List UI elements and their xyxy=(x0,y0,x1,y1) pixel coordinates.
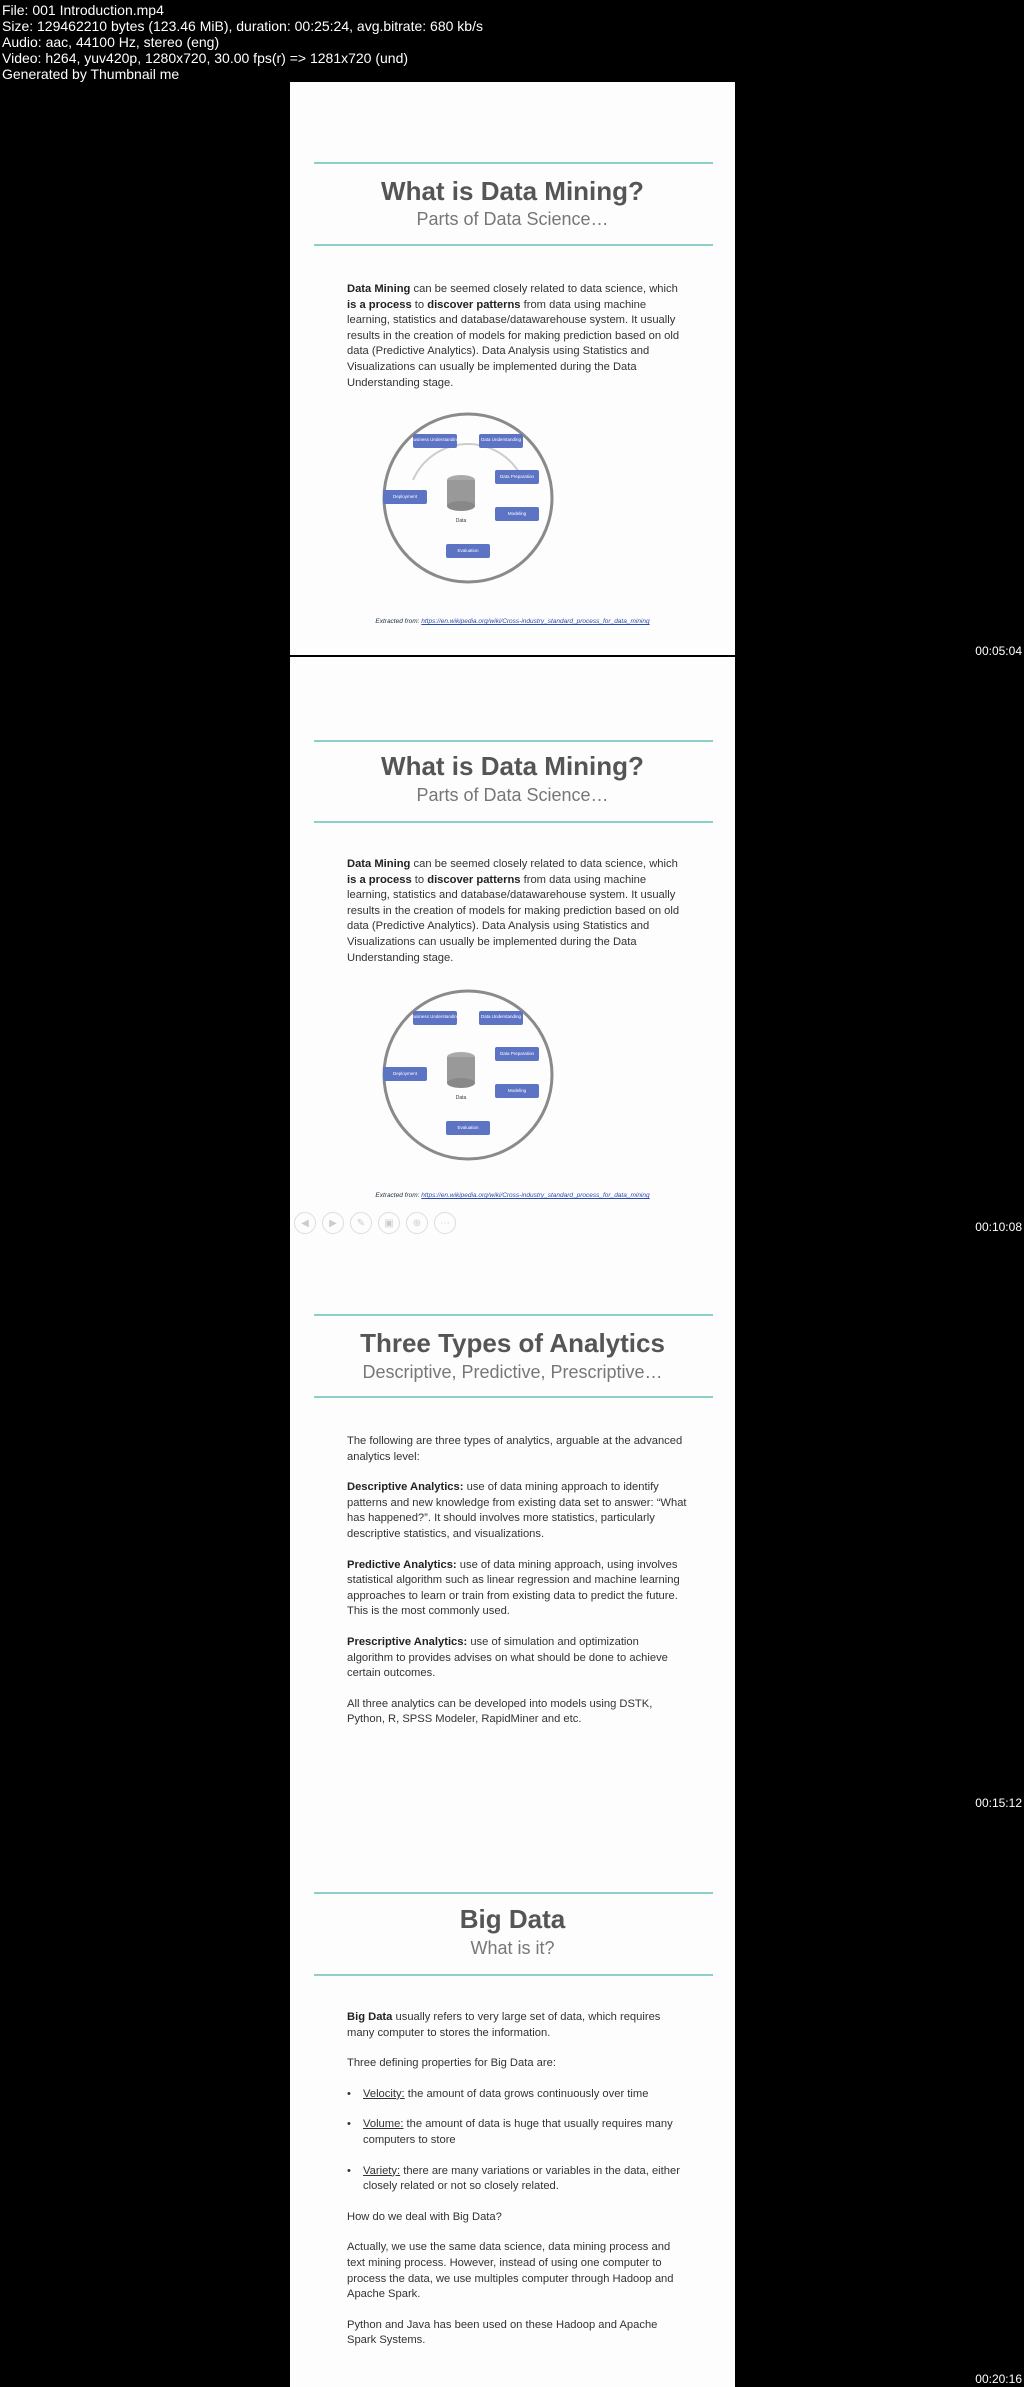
body-text: use of simulation and optimization algorithm to provides advises on what should be done to achieve certain outcomes. xyxy=(347,1635,668,1680)
file-info-line: Generated by Thumbnail me xyxy=(2,66,180,82)
body-text: Three defining properties for Big Data are: xyxy=(347,2057,556,2070)
slide-title: Big Data xyxy=(459,1904,566,1934)
slide-body xyxy=(347,1434,687,1743)
bold-term: Big Data xyxy=(347,2011,393,2023)
pen-icon[interactable]: ✎ xyxy=(350,1212,372,1234)
bold-term: discover patterns xyxy=(427,298,521,311)
bullet-label: Velocity: xyxy=(363,2087,405,2100)
slide-body xyxy=(347,857,687,981)
slide-title: What is Data Mining? xyxy=(381,176,644,206)
bullet-text: the amount of data is huge that usually requires many computers to store xyxy=(363,2118,673,2146)
data-label: Data xyxy=(455,518,467,524)
file-info-line: Audio: aac, 44100 Hz, stereo (eng) xyxy=(2,34,220,50)
bullet-label: Volume: xyxy=(363,2118,404,2131)
citation-link: https://en.wikipedia.org/wiki/Cross-industry_standard_process_for_data_mining xyxy=(421,618,650,625)
box-label: Data Understanding xyxy=(480,437,522,442)
divider xyxy=(314,162,713,164)
svg-text:Data Preparation: Data Preparation xyxy=(499,1051,535,1056)
svg-text:Deployment: Deployment xyxy=(392,1071,418,1076)
zoom-icon[interactable]: ⊕ xyxy=(406,1212,428,1234)
slideshow-toolbar xyxy=(294,1212,456,1234)
file-info-line: File: 001 Introduction.mp4 xyxy=(2,2,164,18)
crisp-dm-diagram xyxy=(373,410,563,590)
box-label: Deployment xyxy=(392,494,418,499)
timestamp: 00:20:16 xyxy=(975,2372,1022,2386)
box-label: Modeling xyxy=(507,511,527,516)
video-frame-1 xyxy=(290,82,735,655)
box-label: Business Understanding xyxy=(410,437,460,442)
closing-paragraph: All three analytics can be developed into models using DSTK, Python, R, SPSS Modeler, RapidMiner and etc. xyxy=(347,1697,653,1726)
slide-body xyxy=(347,282,687,406)
body-text: can be seemed closely related to data science, which xyxy=(410,858,678,870)
divider xyxy=(314,1396,713,1398)
body-text: to xyxy=(411,298,428,311)
intro-paragraph: The following are three types of analytics, arguable at the advanced analytics level: xyxy=(347,1435,683,1463)
slide-subtitle: What is it? xyxy=(470,1938,555,1958)
svg-text:Business Understanding: Business Understanding xyxy=(410,1014,460,1019)
body-text: from data using machine learning, statistics and database/datawarehouse system. It usually results in the creation of models for making prediction based on old data (Predictive Analytics). Data Analysis using Statistics and Visualizations can usually be implemented during the Data Understanding stage. xyxy=(347,873,680,964)
body-text: use of data mining approach, using involves statistical algorithm such as linear regression and machine learning approaches to learn or train from existing data to predict the future. This is the most commonly used. xyxy=(347,1558,680,1618)
bold-term: is a process xyxy=(347,873,412,886)
bold-term: Prescriptive Analytics: xyxy=(347,1635,468,1648)
slide-subtitle: Descriptive, Predictive, Prescriptive… xyxy=(362,1362,663,1382)
divider xyxy=(314,1892,713,1894)
body-text: use of data mining approach to identify patterns and new knowledge from existing data set to answer: “What has happened?”. It should involves more statistics, particularly descriptive statistics, and visualizations. xyxy=(347,1481,687,1540)
svg-text:Evaluation: Evaluation xyxy=(457,1125,479,1130)
body-text: to xyxy=(411,873,428,886)
bullet-text: the amount of data grows continuously over time xyxy=(404,2087,649,2100)
file-info-line: Size: 129462210 bytes (123.46 MiB), duration: 00:25:24, avg.bitrate: 680 kb/s xyxy=(2,18,483,34)
timestamp: 00:15:12 xyxy=(975,1796,1022,1810)
svg-text:Data: Data xyxy=(455,1095,467,1101)
timestamp: 00:05:04 xyxy=(975,644,1022,658)
body-text: How do we deal with Big Data? xyxy=(347,2210,502,2223)
video-frame-2 xyxy=(290,657,735,1234)
list-item xyxy=(347,2117,687,2148)
slide-subtitle: Parts of Data Science… xyxy=(416,785,609,805)
box-label: Data Preparation xyxy=(499,474,535,479)
bold-term: Data Mining xyxy=(347,283,411,295)
more-icon[interactable]: ⋯ xyxy=(434,1212,456,1234)
bold-term: Descriptive Analytics: xyxy=(347,1481,464,1494)
bold-term: discover patterns xyxy=(427,873,521,886)
svg-text:Modeling: Modeling xyxy=(507,1088,527,1093)
body-text: usually refers to very large set of data, which requires many computer to stores the information. xyxy=(347,2011,661,2039)
bullet-label: Variety: xyxy=(363,2164,401,2177)
slide-subtitle: Parts of Data Science… xyxy=(416,209,609,229)
property-list xyxy=(347,2087,687,2195)
divider xyxy=(314,821,713,823)
bold-term: is a process xyxy=(347,298,412,311)
body-text: Python and Java has been used on these Hadoop and Apache Spark Systems. xyxy=(347,2318,658,2347)
bold-term: Predictive Analytics: xyxy=(347,1558,457,1571)
screen-icon[interactable]: ▣ xyxy=(378,1212,400,1234)
file-info-line: Video: h264, yuv420p, 1280x720, 30.00 fps(r) => 1281x720 (und) xyxy=(2,50,409,66)
divider xyxy=(314,244,713,246)
list-item xyxy=(347,2164,687,2195)
bullet-text: there are many variations or variables in the data, either closely related or not so closely related. xyxy=(363,2164,680,2193)
video-frame-3 xyxy=(290,1234,735,1810)
divider xyxy=(314,1314,713,1316)
slide-title: Three Types of Analytics xyxy=(360,1328,665,1358)
slide-body xyxy=(347,2010,687,2364)
video-frame-4 xyxy=(290,1810,735,2387)
forward-icon[interactable]: ▶ xyxy=(322,1212,344,1234)
back-icon[interactable]: ◀ xyxy=(294,1212,316,1234)
citation: Extracted from: https://en.wikipedia.org/wiki/Cross-industry_standard_process_for_data_mining xyxy=(375,1192,650,1199)
svg-text:Data Understanding: Data Understanding xyxy=(480,1014,522,1019)
file-info xyxy=(2,2,483,82)
timestamp: 00:10:08 xyxy=(975,1220,1022,1234)
citation-label: Extracted from: xyxy=(375,618,422,625)
body-text: can be seemed closely related to data science, which xyxy=(410,283,678,295)
slide-title: What is Data Mining? xyxy=(381,751,644,781)
box-label: Evaluation xyxy=(457,548,479,553)
body-text: from data using machine learning, statistics and database/datawarehouse system. It usually results in the creation of models for making prediction based on old data (Predictive Analytics). Data Analysis using Statistics and Visualizations can usually be implemented during the Data Understanding stage. xyxy=(347,298,680,389)
list-item xyxy=(347,2087,687,2103)
crisp-dm-diagram xyxy=(373,987,563,1167)
citation xyxy=(290,618,735,625)
bold-term: Data Mining xyxy=(347,858,411,870)
divider xyxy=(314,740,713,742)
divider xyxy=(314,1974,713,1976)
body-text: Actually, we use the same data science, data mining process and text mining process. However, instead of using one computer to process the data, we use multiples computer through Hadoop and Apache Spark. xyxy=(347,2241,674,2301)
